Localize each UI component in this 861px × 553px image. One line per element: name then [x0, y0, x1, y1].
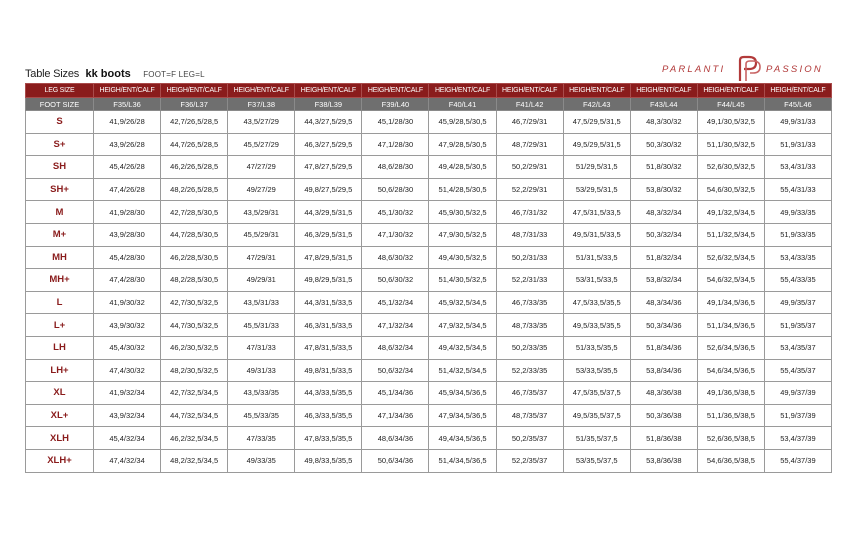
- measurement-cell: 47,1/32/34: [362, 314, 429, 337]
- measurement-cell: 46,2/32,5/34,5: [161, 427, 228, 450]
- measurement-cell: 42,7/30,5/32,5: [161, 291, 228, 314]
- table-row: [26, 156, 832, 179]
- table-title: [25, 64, 545, 80]
- measurement-cell: 50,6/28/30: [362, 178, 429, 201]
- title-legend-note: FOOT=F LEG=L: [143, 70, 205, 79]
- size-column-header: F35/L36: [94, 98, 161, 111]
- measurement-cell: 48,3/32/34: [630, 201, 697, 224]
- title-main: Table Sizes: [25, 68, 80, 80]
- measurement-header: HEIGH/ENT/CALF: [94, 84, 161, 98]
- measurement-header: HEIGH/ENT/CALF: [362, 84, 429, 98]
- measurement-cell: 51,8/30/32: [630, 156, 697, 179]
- measurement-cell: 47,9/32,5/34,5: [429, 314, 496, 337]
- table-row: [26, 223, 832, 246]
- measurement-cell: 47/27/29: [228, 156, 295, 179]
- measurement-cell: 44,3/33,5/35,5: [295, 382, 362, 405]
- measurement-cell: 48,3/36/38: [630, 382, 697, 405]
- measurement-cell: 54,6/32,5/34,5: [697, 269, 764, 292]
- size-column-header: F45/L46: [764, 98, 831, 111]
- measurement-cell: 49/33/35: [228, 449, 295, 472]
- leg-size-cell: MH: [26, 246, 94, 269]
- measurement-cell: 53,8/30/32: [630, 178, 697, 201]
- leg-size-cell: M+: [26, 223, 94, 246]
- measurement-header: HEIGH/ENT/CALF: [764, 84, 831, 98]
- logo-pp-mark-icon: [736, 55, 762, 83]
- size-column-header: F42/L43: [563, 98, 630, 111]
- measurement-cell: 41,9/28/30: [94, 201, 161, 224]
- measurement-cell: 46,7/35/37: [496, 382, 563, 405]
- measurement-cell: 49/29/31: [228, 269, 295, 292]
- header-row-measurement: [26, 84, 832, 98]
- measurement-cell: 48,2/30,5/32,5: [161, 359, 228, 382]
- measurement-header: HEIGH/ENT/CALF: [429, 84, 496, 98]
- measurement-cell: 51,4/30,5/32,5: [429, 269, 496, 292]
- table-row: [26, 291, 832, 314]
- measurement-header: HEIGH/ENT/CALF: [496, 84, 563, 98]
- measurement-cell: 53,4/31/33: [764, 156, 831, 179]
- measurement-cell: 50,6/30/32: [362, 269, 429, 292]
- table-row: [26, 336, 832, 359]
- table-row: [26, 382, 832, 405]
- measurement-cell: 52,2/29/31: [496, 178, 563, 201]
- measurement-cell: 48,6/28/30: [362, 156, 429, 179]
- measurement-cell: 47,9/34,5/36,5: [429, 404, 496, 427]
- leg-size-cell: XLH+: [26, 449, 94, 472]
- measurement-header: HEIGH/ENT/CALF: [161, 84, 228, 98]
- measurement-cell: 51,9/31/33: [764, 133, 831, 156]
- measurement-cell: 48,3/34/36: [630, 291, 697, 314]
- foot-size-header: FOOT SIZE: [26, 98, 94, 111]
- measurement-cell: 43,9/26/28: [94, 133, 161, 156]
- measurement-cell: 45,9/32,5/34,5: [429, 291, 496, 314]
- measurement-cell: 45,1/32/34: [362, 291, 429, 314]
- measurement-cell: 52,6/34,5/36,5: [697, 336, 764, 359]
- leg-size-cell: SH+: [26, 178, 94, 201]
- leg-size-cell: L: [26, 291, 94, 314]
- measurement-cell: 52,6/36,5/38,5: [697, 427, 764, 450]
- measurement-cell: 47,8/29,5/31,5: [295, 246, 362, 269]
- measurement-cell: 47,5/31,5/33,5: [563, 201, 630, 224]
- measurement-cell: 44,7/32,5/34,5: [161, 404, 228, 427]
- leg-size-header: LEG SIZE: [26, 84, 94, 98]
- measurement-cell: 44,3/31,5/33,5: [295, 291, 362, 314]
- measurement-cell: 46,3/27,5/29,5: [295, 133, 362, 156]
- measurement-cell: 46,3/33,5/35,5: [295, 404, 362, 427]
- measurement-header: HEIGH/ENT/CALF: [630, 84, 697, 98]
- measurement-cell: 49,8/33,5/35,5: [295, 449, 362, 472]
- measurement-cell: 44,3/29,5/31,5: [295, 201, 362, 224]
- measurement-cell: 49,4/30,5/32,5: [429, 246, 496, 269]
- measurement-cell: 50,3/36/38: [630, 404, 697, 427]
- measurement-cell: 45,9/28,5/30,5: [429, 111, 496, 134]
- leg-size-cell: S+: [26, 133, 94, 156]
- measurement-cell: 43,9/28/30: [94, 223, 161, 246]
- table-row: [26, 427, 832, 450]
- table-row: [26, 178, 832, 201]
- measurement-cell: 54,6/36,5/38,5: [697, 449, 764, 472]
- measurement-cell: 53,4/33/35: [764, 246, 831, 269]
- measurement-cell: 48,7/29/31: [496, 133, 563, 156]
- measurement-cell: 45,1/30/32: [362, 201, 429, 224]
- measurement-cell: 51,9/37/39: [764, 404, 831, 427]
- measurement-cell: 43,9/32/34: [94, 404, 161, 427]
- measurement-cell: 45,4/26/28: [94, 156, 161, 179]
- measurement-cell: 48,2/32,5/34,5: [161, 449, 228, 472]
- measurement-cell: 43,5/27/29: [228, 111, 295, 134]
- measurement-cell: 48,7/35/37: [496, 404, 563, 427]
- measurement-header: HEIGH/ENT/CALF: [228, 84, 295, 98]
- measurement-cell: 49/31/33: [228, 359, 295, 382]
- size-column-header: F39/L40: [362, 98, 429, 111]
- measurement-cell: 46,7/33/35: [496, 291, 563, 314]
- measurement-cell: 48,7/31/33: [496, 223, 563, 246]
- measurement-cell: 48,6/32/34: [362, 336, 429, 359]
- measurement-cell: 53,4/35/37: [764, 336, 831, 359]
- measurement-cell: 53/35,5/37,5: [563, 449, 630, 472]
- leg-size-cell: M: [26, 201, 94, 224]
- measurement-cell: 45,9/30,5/32,5: [429, 201, 496, 224]
- measurement-cell: 51/29,5/31,5: [563, 156, 630, 179]
- measurement-cell: 51,4/28,5/30,5: [429, 178, 496, 201]
- measurement-cell: 47,9/30,5/32,5: [429, 223, 496, 246]
- measurement-cell: 43,5/33/35: [228, 382, 295, 405]
- measurement-cell: 47,8/31,5/33,5: [295, 336, 362, 359]
- measurement-cell: 41,9/26/28: [94, 111, 161, 134]
- measurement-cell: 49,1/30,5/32,5: [697, 111, 764, 134]
- measurement-header: HEIGH/ENT/CALF: [697, 84, 764, 98]
- measurement-cell: 44,7/30,5/32,5: [161, 314, 228, 337]
- measurement-cell: 53,4/37/39: [764, 427, 831, 450]
- measurement-cell: 55,4/31/33: [764, 178, 831, 201]
- measurement-cell: 49,9/37/39: [764, 382, 831, 405]
- measurement-cell: 45,1/28/30: [362, 111, 429, 134]
- measurement-cell: 46,2/30,5/32,5: [161, 336, 228, 359]
- measurement-cell: 49/27/29: [228, 178, 295, 201]
- measurement-cell: 53/29,5/31,5: [563, 178, 630, 201]
- size-column-header: F38/L39: [295, 98, 362, 111]
- table-row: [26, 133, 832, 156]
- measurement-cell: 48,3/30/32: [630, 111, 697, 134]
- measurement-cell: 47,4/32/34: [94, 449, 161, 472]
- measurement-cell: 53/31,5/33,5: [563, 269, 630, 292]
- table-row: [26, 359, 832, 382]
- measurement-cell: 55,4/37/39: [764, 449, 831, 472]
- measurement-cell: 49,5/33,5/35,5: [563, 314, 630, 337]
- measurement-cell: 41,9/32/34: [94, 382, 161, 405]
- table-row: [26, 111, 832, 134]
- table-row: [26, 201, 832, 224]
- leg-size-cell: XLH: [26, 427, 94, 450]
- measurement-cell: 47,9/28,5/30,5: [429, 133, 496, 156]
- logo-right-text: PASSION: [766, 64, 823, 75]
- measurement-cell: 52,6/32,5/34,5: [697, 246, 764, 269]
- leg-size-cell: S: [26, 111, 94, 134]
- table-row: [26, 269, 832, 292]
- measurement-cell: 47,1/28/30: [362, 133, 429, 156]
- leg-size-cell: LH: [26, 336, 94, 359]
- measurement-cell: 50,3/34/36: [630, 314, 697, 337]
- measurement-cell: 51,1/32,5/34,5: [697, 223, 764, 246]
- measurement-cell: 43,9/30/32: [94, 314, 161, 337]
- measurement-cell: 49,1/34,5/36,5: [697, 291, 764, 314]
- measurement-cell: 51/33,5/35,5: [563, 336, 630, 359]
- measurement-cell: 50,6/34/36: [362, 449, 429, 472]
- measurement-cell: 45,4/32/34: [94, 427, 161, 450]
- measurement-cell: 52,2/35/37: [496, 449, 563, 472]
- measurement-cell: 48,6/34/36: [362, 427, 429, 450]
- measurement-cell: 50,6/32/34: [362, 359, 429, 382]
- leg-size-cell: L+: [26, 314, 94, 337]
- leg-size-cell: SH: [26, 156, 94, 179]
- brand-logo: [660, 55, 832, 83]
- measurement-cell: 53,8/32/34: [630, 269, 697, 292]
- measurement-cell: 47,4/28/30: [94, 269, 161, 292]
- measurement-cell: 52,6/30,5/32,5: [697, 156, 764, 179]
- measurement-cell: 46,7/31/32: [496, 201, 563, 224]
- table-row: [26, 449, 832, 472]
- measurement-cell: 51,8/36/38: [630, 427, 697, 450]
- leg-size-cell: LH+: [26, 359, 94, 382]
- measurement-cell: 52,2/33/35: [496, 359, 563, 382]
- measurement-cell: 51,4/34,5/36,5: [429, 449, 496, 472]
- measurement-cell: 51,8/32/34: [630, 246, 697, 269]
- measurement-cell: 51,4/32,5/34,5: [429, 359, 496, 382]
- measurement-cell: 49,5/35,5/37,5: [563, 404, 630, 427]
- size-table-body: [26, 111, 832, 473]
- size-column-header: F41/L42: [496, 98, 563, 111]
- measurement-cell: 47,8/27,5/29,5: [295, 156, 362, 179]
- measurement-cell: 47,4/26/28: [94, 178, 161, 201]
- measurement-cell: 49,5/29,5/31,5: [563, 133, 630, 156]
- measurement-cell: 49,4/28,5/30,5: [429, 156, 496, 179]
- size-column-header: F44/L45: [697, 98, 764, 111]
- measurement-cell: 42,7/32,5/34,5: [161, 382, 228, 405]
- measurement-cell: 51,1/34,5/36,5: [697, 314, 764, 337]
- measurement-cell: 47,8/33,5/35,5: [295, 427, 362, 450]
- measurement-cell: 55,4/35/37: [764, 359, 831, 382]
- measurement-cell: 45,4/28/30: [94, 246, 161, 269]
- measurement-cell: 43,5/31/33: [228, 291, 295, 314]
- measurement-cell: 47/31/33: [228, 336, 295, 359]
- measurement-cell: 47,5/35,5/37,5: [563, 382, 630, 405]
- size-table: [25, 83, 832, 473]
- measurement-cell: 49,8/31,5/33,5: [295, 359, 362, 382]
- measurement-cell: 51,9/33/35: [764, 223, 831, 246]
- measurement-cell: 46,2/28,5/30,5: [161, 246, 228, 269]
- measurement-cell: 46,3/29,5/31,5: [295, 223, 362, 246]
- measurement-cell: 50,3/32/34: [630, 223, 697, 246]
- measurement-cell: 49,9/31/33: [764, 111, 831, 134]
- leg-size-cell: XL+: [26, 404, 94, 427]
- measurement-cell: 49,8/29,5/31,5: [295, 269, 362, 292]
- measurement-cell: 45,5/27/29: [228, 133, 295, 156]
- measurement-cell: 42,7/28,5/30,5: [161, 201, 228, 224]
- size-column-header: F40/L41: [429, 98, 496, 111]
- leg-size-cell: MH+: [26, 269, 94, 292]
- measurement-cell: 48,6/30/32: [362, 246, 429, 269]
- measurement-cell: 46,2/26,5/28,5: [161, 156, 228, 179]
- measurement-cell: 50,2/29/31: [496, 156, 563, 179]
- measurement-cell: 47,5/29,5/31,5: [563, 111, 630, 134]
- measurement-cell: 47/29/31: [228, 246, 295, 269]
- measurement-cell: 50,2/33/35: [496, 336, 563, 359]
- measurement-cell: 51/35,5/37,5: [563, 427, 630, 450]
- measurement-cell: 53/33,5/35,5: [563, 359, 630, 382]
- measurement-header: HEIGH/ENT/CALF: [295, 84, 362, 98]
- table-row: [26, 246, 832, 269]
- measurement-cell: 47,5/33,5/35,5: [563, 291, 630, 314]
- measurement-cell: 41,9/30/32: [94, 291, 161, 314]
- measurement-cell: 47,4/30/32: [94, 359, 161, 382]
- measurement-cell: 51,1/36,5/38,5: [697, 404, 764, 427]
- header-row-size: [26, 98, 832, 111]
- measurement-cell: 46,3/31,5/33,5: [295, 314, 362, 337]
- measurement-cell: 53,8/36/38: [630, 449, 697, 472]
- measurement-cell: 44,7/28,5/30,5: [161, 223, 228, 246]
- measurement-cell: 45,5/33/35: [228, 404, 295, 427]
- measurement-cell: 51,8/34/36: [630, 336, 697, 359]
- table-row: [26, 314, 832, 337]
- measurement-cell: 51/31,5/33,5: [563, 246, 630, 269]
- measurement-cell: 48,2/28,5/30,5: [161, 269, 228, 292]
- measurement-cell: 45,5/29/31: [228, 223, 295, 246]
- table-row: [26, 404, 832, 427]
- measurement-cell: 46,7/29/31: [496, 111, 563, 134]
- measurement-cell: 47,1/30/32: [362, 223, 429, 246]
- measurement-cell: 50,2/31/33: [496, 246, 563, 269]
- measurement-cell: 49,9/33/35: [764, 201, 831, 224]
- measurement-cell: 51,1/30,5/32,5: [697, 133, 764, 156]
- measurement-cell: 45,4/30/32: [94, 336, 161, 359]
- measurement-cell: 48,7/33/35: [496, 314, 563, 337]
- measurement-cell: 49,5/31,5/33,5: [563, 223, 630, 246]
- measurement-cell: 44,7/26,5/28,5: [161, 133, 228, 156]
- logo-left-text: PARLANTI: [662, 64, 726, 75]
- measurement-cell: 52,2/31/33: [496, 269, 563, 292]
- measurement-cell: 44,3/27,5/29,5: [295, 111, 362, 134]
- measurement-cell: 49,9/35/37: [764, 291, 831, 314]
- measurement-cell: 49,1/36,5/38,5: [697, 382, 764, 405]
- measurement-cell: 43,5/29/31: [228, 201, 295, 224]
- size-column-header: F37/L38: [228, 98, 295, 111]
- measurement-cell: 47,1/34/36: [362, 404, 429, 427]
- measurement-cell: 50,3/30/32: [630, 133, 697, 156]
- size-column-header: F36/L37: [161, 98, 228, 111]
- measurement-cell: 47/33/35: [228, 427, 295, 450]
- measurement-cell: 48,2/26,5/28,5: [161, 178, 228, 201]
- measurement-cell: 53,8/34/36: [630, 359, 697, 382]
- measurement-cell: 55,4/33/35: [764, 269, 831, 292]
- measurement-cell: 49,8/27,5/29,5: [295, 178, 362, 201]
- measurement-cell: 54,6/34,5/36,5: [697, 359, 764, 382]
- measurement-cell: 42,7/26,5/28,5: [161, 111, 228, 134]
- measurement-cell: 45,5/31/33: [228, 314, 295, 337]
- measurement-cell: 45,9/34,5/36,5: [429, 382, 496, 405]
- measurement-cell: 49,4/34,5/36,5: [429, 427, 496, 450]
- measurement-cell: 49,1/32,5/34,5: [697, 201, 764, 224]
- measurement-cell: 49,4/32,5/34,5: [429, 336, 496, 359]
- size-column-header: F43/L44: [630, 98, 697, 111]
- measurement-cell: 51,9/35/37: [764, 314, 831, 337]
- leg-size-cell: XL: [26, 382, 94, 405]
- measurement-cell: 45,1/34/36: [362, 382, 429, 405]
- measurement-header: HEIGH/ENT/CALF: [563, 84, 630, 98]
- measurement-cell: 54,6/30,5/32,5: [697, 178, 764, 201]
- measurement-cell: 50,2/35/37: [496, 427, 563, 450]
- title-brand: kk boots: [85, 68, 131, 80]
